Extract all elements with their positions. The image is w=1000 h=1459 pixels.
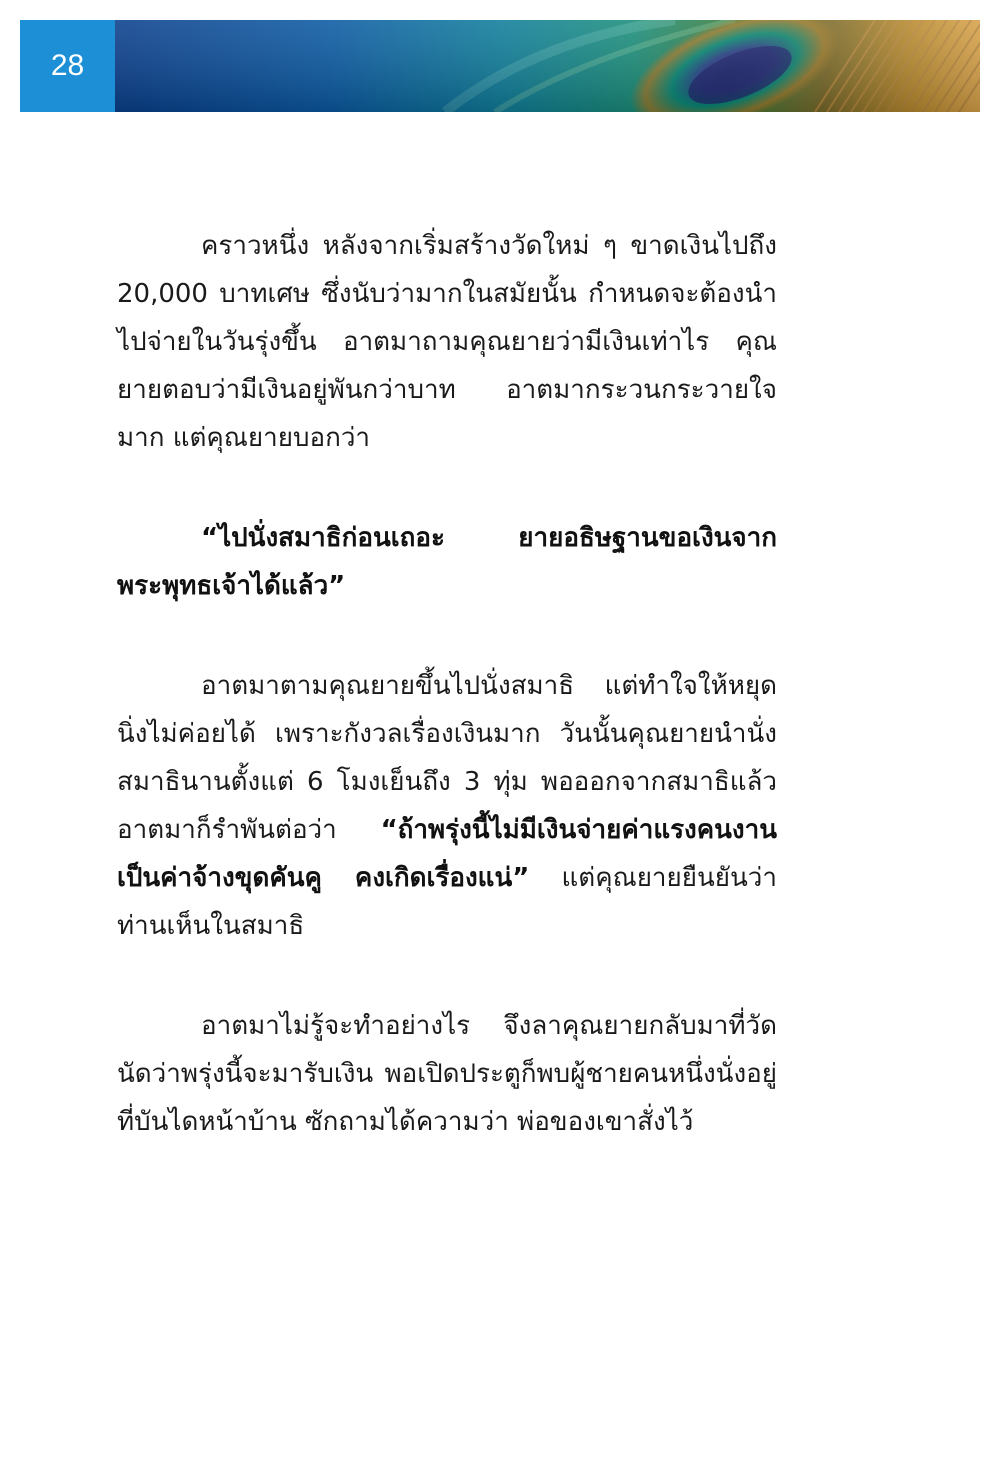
paragraph-3-text-b: แต่คุณยายยืนยันว่า ท่านเห็นในสมาธิ <box>117 863 777 941</box>
paragraph-3 <box>117 662 777 950</box>
page-number <box>20 20 115 112</box>
paragraph-3-text-a: อาตมาตามคุณยายขึ้นไปนั่งสมาธิ แต่ทำใจให้หยุดนิ่งไม่ค่อยได้ เพราะกังวลเรื่องเงินมาก วันนั้นคุณยายนำนั่งสมาธินานตั้งแต่ 6 โมงเย็นถึง 3 ทุ่ม พอออกจากสมาธิแล้ว อาตมาก็รำพันต่อว่า <box>117 671 777 845</box>
paragraph-3-bold-quote: “ถ้าพรุ่งนี้ไม่มีเงินจ่ายค่าแรงคนงานเป็นค่าจ้างขุดคันคู คงเกิดเรื่องแน่” <box>117 815 777 893</box>
paragraph-1: คราวหนึ่ง หลังจากเริ่มสร้างวัดใหม่ ๆ ขาดเงินไปถึง 20,000 บาทเศษ ซึ่งนับว่ามากในสมัยนั้น กำหนดจะต้องนำไปจ่ายในวันรุ่งขึ้น อาตมาถามคุณยายว่ามีเงินเท่าไร คุณยายตอบว่ามีเงินอยู่พันกว่าบาท อาตมากระวนกระวายใจมาก แต่คุณยายบอกว่า <box>117 231 777 453</box>
paragraph-2-quote: “ไปนั่งสมาธิก่อนเถอะ ยายอธิษฐานขอเงินจากพระพุทธเจ้าได้แล้ว” <box>117 523 777 601</box>
page-number-text: 28 <box>50 49 85 82</box>
peacock-feather-banner-image <box>115 20 980 112</box>
page-body <box>117 222 777 1198</box>
paragraph-4: อาตมาไม่รู้จะทำอย่างไร จึงลาคุณยายกลับมาที่วัด นัดว่าพรุ่งนี้จะมารับเงิน พอเปิดประตูก็พบผู้ชายคนหนึ่งนั่งอยู่ที่บันไดหน้าบ้าน ซักถามได้ความว่า พ่อของเขาสั่งไว้ <box>117 1011 777 1137</box>
page-header <box>20 20 980 112</box>
